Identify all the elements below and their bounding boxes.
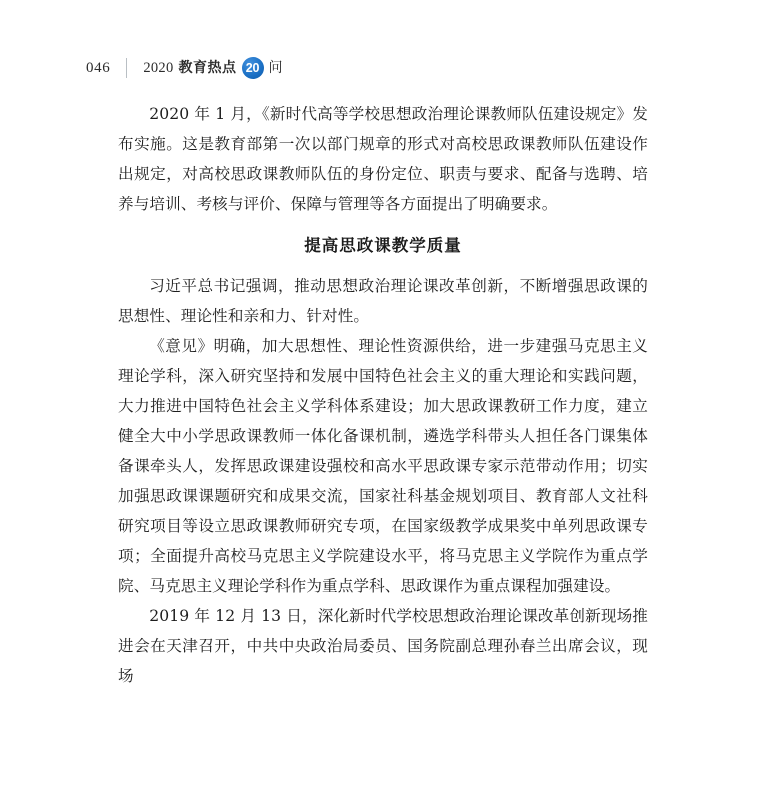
document-page [0, 55, 766, 787]
paragraph-3: 《意见》明确，加大思想性、理论性资源供给，进一步建强马克思主义理论学科，深入研究坚持和发展中国特色社会主义的重大理论和实践问题，大力推进中国特色社会主义学科体系建设；加大思政课教研工作力度，建立健全大中小学思政课教师一体化备课机制，遴选学科带头人担任各门课集体备课牵头人，发挥思政课建设强校和高水平思政课专家示范带动作用；切实加强思政课课题研究和成果交流，国家社科基金规划项目、教育部人文社科研究项目等设立思政课教师研究专项，在国家级教学成果奖中单列思政课专项；全面提升高校马克思主义学院建设水平，将马克思主义学院作为重点学院、马克思主义理论学科作为重点学科、思政课作为重点课程加强建设。 [118, 337, 648, 595]
paragraph-1: 2020 年 1 月，《新时代高等学校思想政治理论课教师队伍建设规定》发布实施。这是教育部第一次以部门规章的形式对高校思政课教师队伍建设作出规定，对高校思政课教师队伍的身份定位、职责与要求、配备与选聘、培养与培训、考核与评价、保障与管理等各方面提出了明确要求。 [118, 105, 648, 213]
book-title [143, 57, 282, 79]
issue-number-badge: 20 [242, 57, 264, 79]
paragraph-2: 习近平总书记强调，推动思想政治理论课改革创新，不断增强思政课的思想性、理论性和亲和力、针对性。 [118, 277, 648, 325]
page-number: 046 [86, 59, 111, 76]
page-content [0, 99, 766, 691]
running-header [86, 55, 766, 81]
book-title-text: 教育热点 [178, 60, 237, 76]
header-divider [126, 58, 127, 78]
book-title-year: 2020 [143, 59, 174, 76]
section-heading: 提高思政课教学质量 [304, 236, 462, 255]
paragraph-4: 2019 年 12 月 13 日，深化新时代学校思想政治理论课改革创新现场推进会在天津召开，中共中央政治局委员、国务院副总理孙春兰出席会议，现场 [118, 607, 648, 685]
book-title-suffix: 问 [268, 60, 283, 76]
